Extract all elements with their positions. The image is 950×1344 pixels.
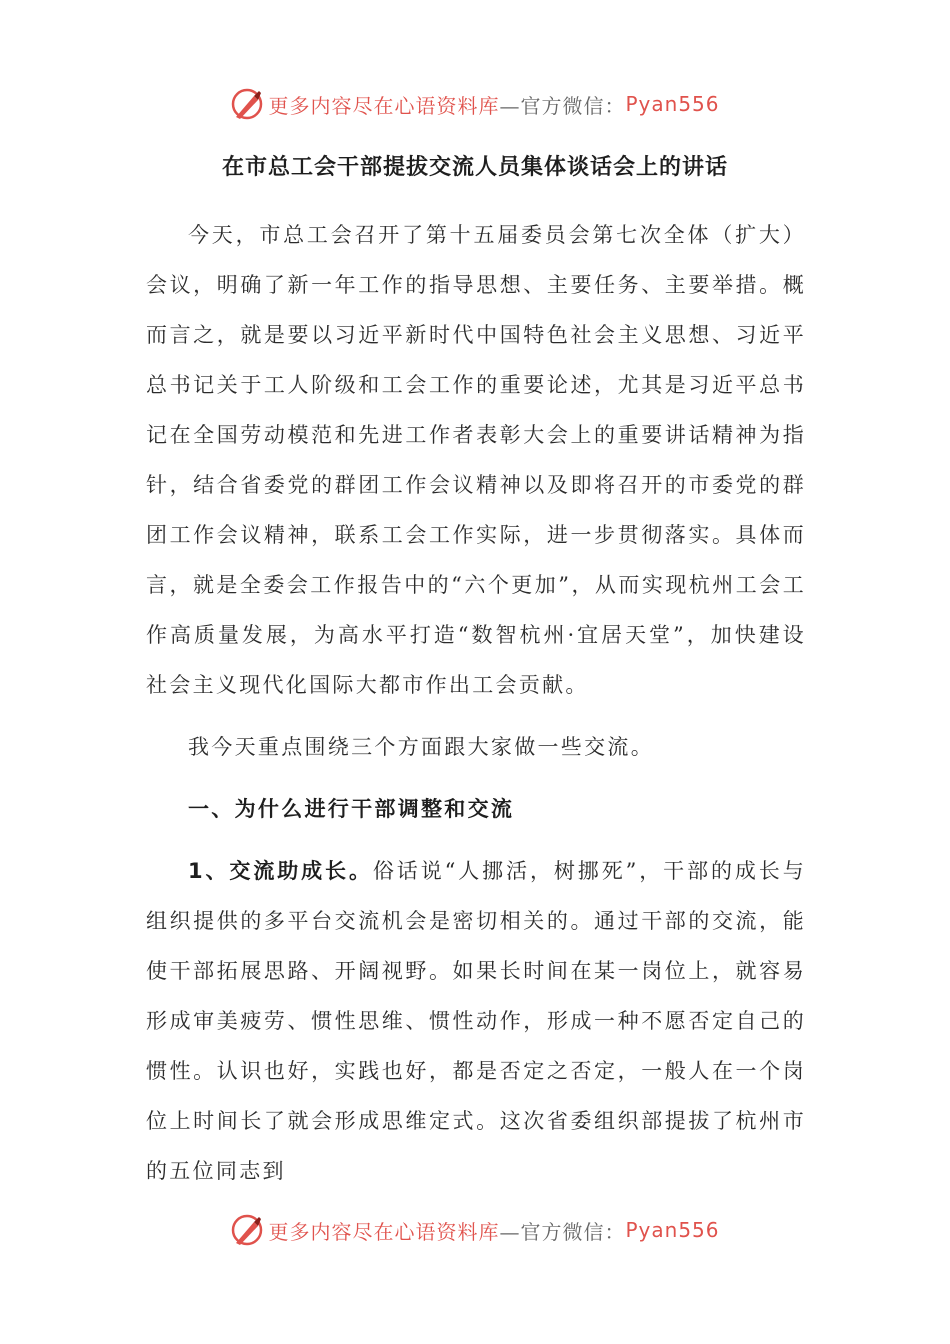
footer-banner	[0, 1210, 950, 1250]
header-banner	[0, 84, 950, 124]
pen-logo-icon	[230, 1213, 264, 1247]
banner-separator: —官方微信：	[499, 1219, 626, 1244]
point1-label: 1、交流助成长。	[188, 859, 373, 883]
banner-text: 更多内容尽在心语资料库	[268, 1219, 500, 1244]
pen-logo-icon	[230, 87, 264, 121]
banner-separator: —官方微信：	[499, 93, 626, 118]
document-title: 在市总工会干部提拔交流人员集体谈话会上的讲话	[221, 155, 728, 180]
banner-wechat-id: Pyan556	[625, 1218, 720, 1242]
banner-text: 更多内容尽在心语资料库	[268, 93, 500, 118]
section-heading: 一、为什么进行干部调整和交流	[188, 797, 515, 821]
document-body	[146, 210, 806, 1196]
point1-text: 俗话说“人挪活，树挪死”，干部的成长与组织提供的多平台交流机会是密切相关的。通过干部的交流，能使干部拓展思路、开阔视野。如果长时间在某一岗位上，就容易形成审美疲劳、惯性思维、惯性动作，形成一种不愿否定自己的惯性。认识也好，实践也好，都是否定之否定，一般人在一个岗位上时间长了就会形成思维定式。这次省委组织部提拔了杭州市的五位同志到	[146, 859, 807, 1183]
banner-wechat-id: Pyan556	[625, 92, 720, 116]
focus-paragraph: 我今天重点围绕三个方面跟大家做一些交流。	[188, 735, 654, 759]
intro-paragraph: 今天，市总工会召开了第十五届委员会第七次全体（扩大）会议，明确了新一年工作的指导思想、主要任务、主要举措。概而言之，就是要以习近平新时代中国特色社会主义思想、习近平总书记关于工人阶级和工会工作的重要论述，尤其是习近平总书记在全国劳动模范和先进工作者表彰大会上的重要讲话精神为指针，结合省委党的群团工作会议精神以及即将召开的市委党的群团工作会议精神，联系工会工作实际，进一步贯彻落实。具体而言，就是全委会工作报告中的“六个更加”，从而实现杭州工会工作高质量发展，为高水平打造“数智杭州·宜居天堂”，加快建设社会主义现代化国际大都市作出工会贡献。	[146, 223, 806, 697]
point1-paragraph	[146, 846, 806, 1196]
